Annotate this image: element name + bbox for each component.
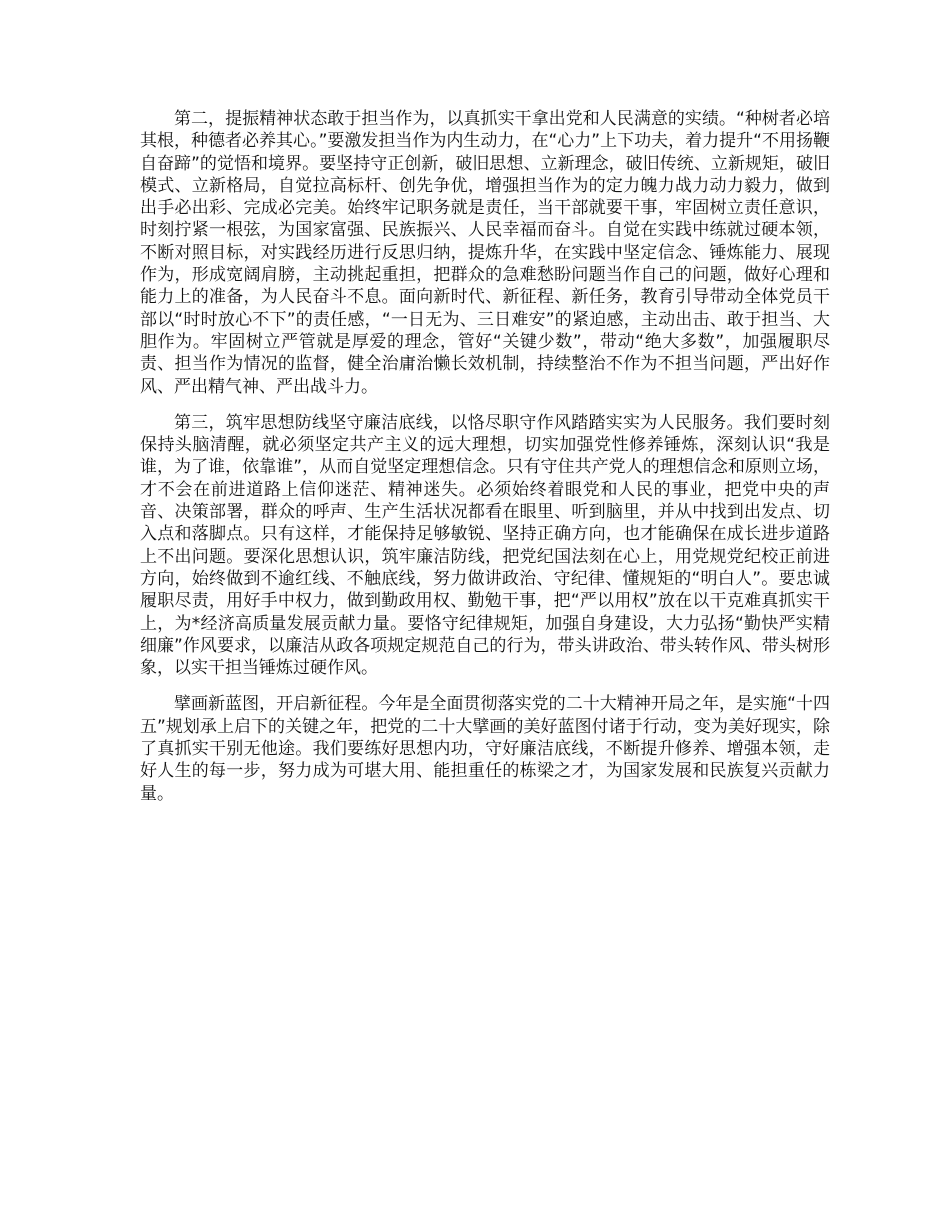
document-page: [140, 108, 830, 805]
paragraph-conclusion: 擘画新蓝图，开启新征程。今年是全面贯彻落实党的二十大精神开局之年，是实施“十四五”规划承上启下的关键之年，把党的二十大擘画的美好蓝图付诸于行动，变为美好现实，除了真抓实干别无他途。我们要练好思想内功，守好廉洁底线，不断提升修养、增强本领，走好人生的每一步，努力成为可堪大用、能担重任的栋梁之才，为国家发展和民族复兴贡献力量。: [140, 694, 830, 804]
paragraph-second-point: 第二，提振精神状态敢于担当作为，以真抓实干拿出党和人民满意的实绩。“种树者必培其根，种德者必养其心。”要激发担当作为内生动力，在“心力”上下功夫，着力提升“不用扬鞭自奋蹄”的觉悟和境界。要坚持守正创新，破旧思想、立新理念，破旧传统、立新规矩，破旧模式、立新格局，自觉拉高标杆、创先争优，增强担当作为的定力魄力战力动力毅力，做到出手必出彩、完成必完美。始终牢记职务就是责任，当干部就要干事，牢固树立责任意识，时刻拧紧一根弦，为国家富强、民族振兴、人民幸福而奋斗。自觉在实践中练就过硬本领，不断对照目标，对实践经历进行反思归纳，提炼升华，在实践中坚定信念、锤炼能力、展现作为，形成宽阔肩膀，主动挑起重担，把群众的急难愁盼问题当作自己的问题，做好心理和能力上的准备，为人民奋斗不息。面向新时代、新征程、新任务，教育引导带动全体党员干部以“时时放心不下”的责任感，“一日无为、三日难安”的紧迫感，主动出击、敢于担当、大胆作为。牢固树立严管就是厚爱的理念，管好“关键少数”，带动“绝大多数”，加强履职尽责、担当作为情况的监督，健全治庸治懒长效机制，持续整治不作为不担当问题，严出好作风、严出精气神、严出战斗力。: [140, 109, 830, 397]
paragraph-third-point: 第三，筑牢思想防线坚守廉洁底线，以恪尽职守作风踏踏实实为人民服务。我们要时刻保持头脑清醒，就必须坚定共产主义的远大理想，切实加强党性修养锤炼，深刻认识“我是谁，为了谁，依靠谁”，从而自觉坚定理想信念。只有守住共产党人的理想信念和原则立场，才不会在前进道路上信仰迷茫、精神迷失。必须始终着眼党和人民的事业，把党中央的声音、决策部署，群众的呼声、生产生活状况都看在眼里、听到脑里，并从中找到出发点、切入点和落脚点。只有这样，才能保持足够敏锐、坚持正确方向，也才能确保在成长进步道路上不出问题。要深化思想认识，筑牢廉洁防线，把党纪国法刻在心上，用党规党纪校正前进方向，始终做到不逾红线、不触底线，努力做讲政治、守纪律、懂规矩的“明白人”。要忠诚履职尽责，用好手中权力，做到勤政用权、勤勉干事，把“严以用权”放在以干克难真抓实干上，为*经济高质量发展贡献力量。要恪守纪律规矩，加强自身建设，大力弘扬“勤快严实精细廉”作风要求，以廉洁从政各项规定规范自己的行为，带头讲政治、带头转作风、带头树形象，以实干担当锤炼过硬作风。: [140, 412, 830, 679]
